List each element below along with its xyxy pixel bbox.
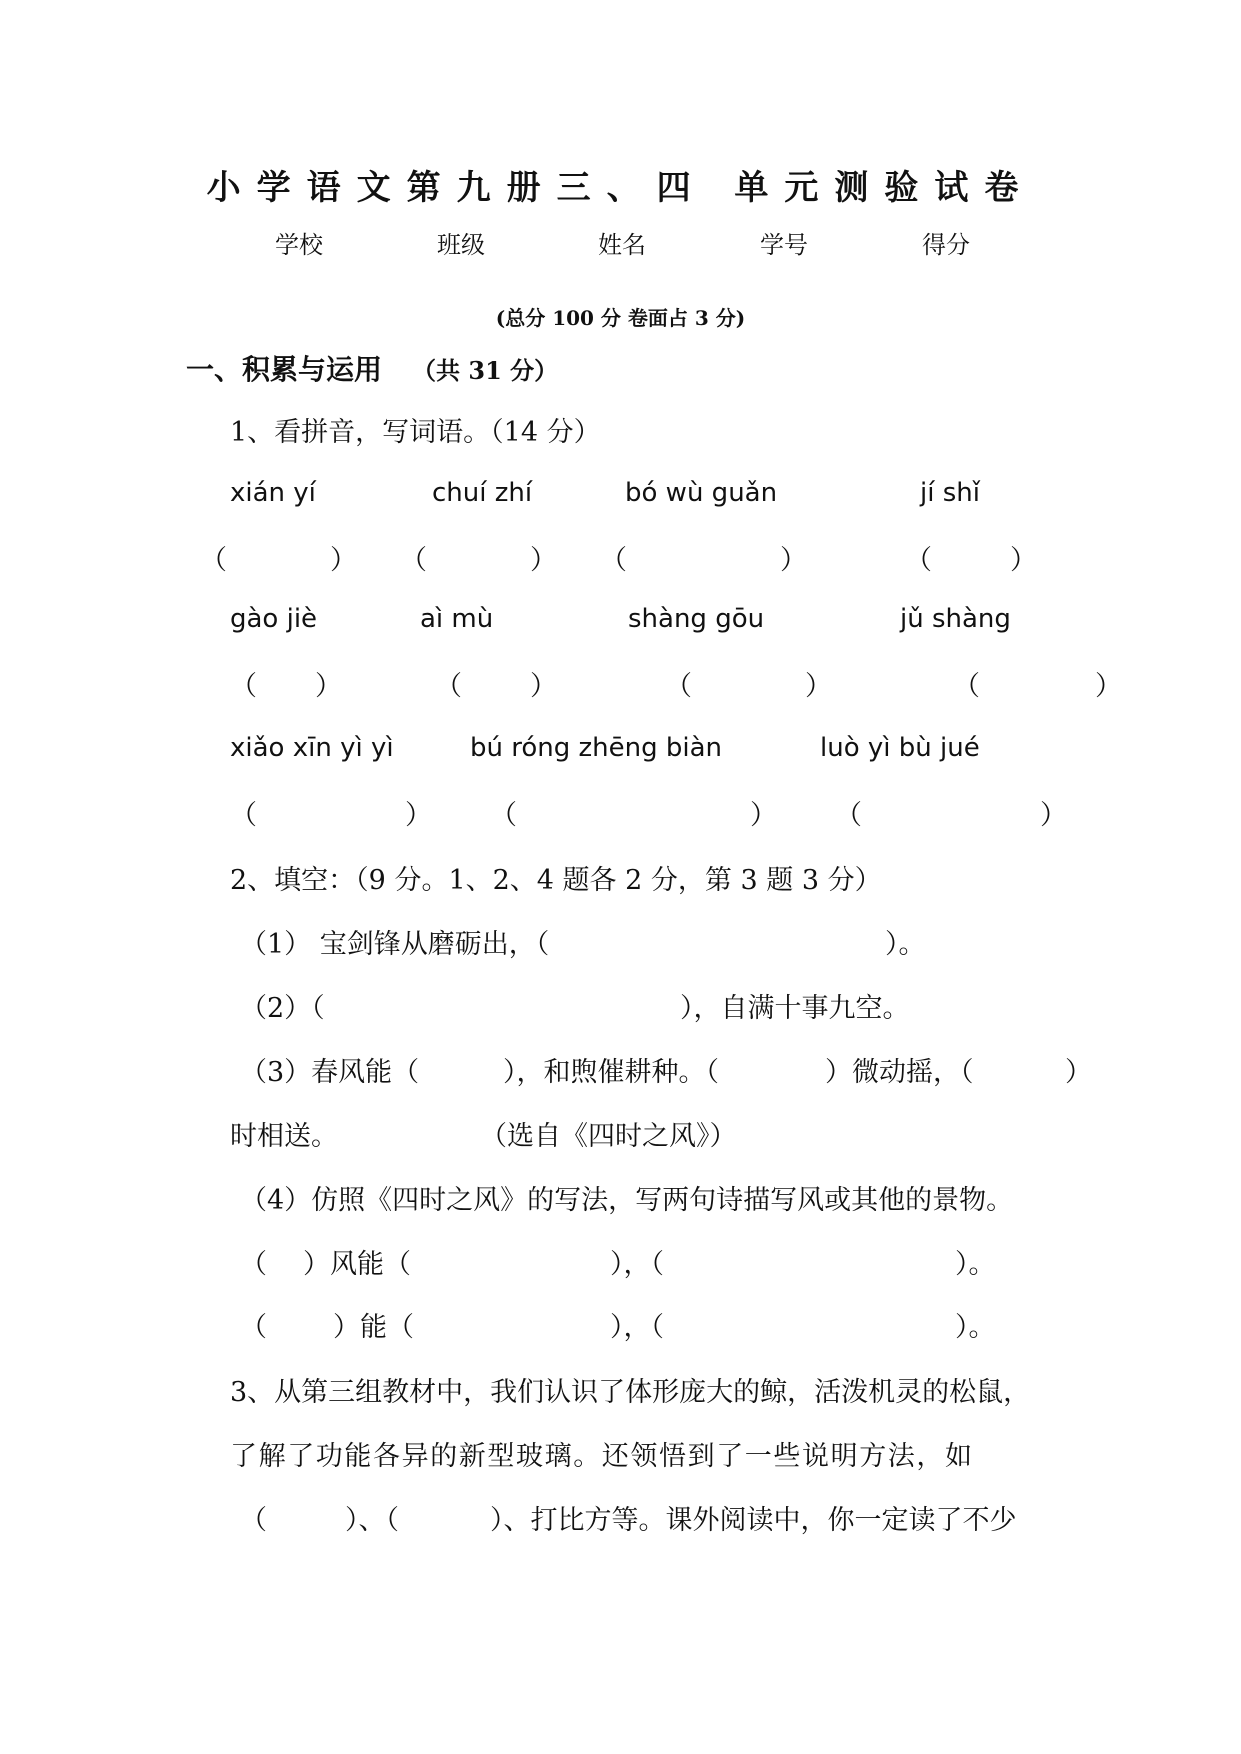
pinyin-word: bú róng zhēng biàn — [470, 733, 723, 763]
pinyin-word: jí shǐ — [920, 478, 980, 508]
section-heading — [186, 348, 558, 388]
q2-line-3-source: （选自《四时之风》） — [480, 1121, 737, 1152]
q3-line-3-c: ）、打比方等。课外阅读中，你一定读了不少 — [490, 1505, 1017, 1536]
q2-line-5-d: ）。 — [955, 1249, 996, 1280]
q2-line-6-d: ）。 — [955, 1312, 996, 1343]
q1-prompt: 1、看拼音，写词语。（14 分） — [230, 417, 601, 448]
answer-paren-open: （ — [953, 671, 980, 702]
pinyin-word: xiǎo xīn yì yì — [230, 733, 394, 763]
q2-line-1-end: ）。 — [885, 929, 926, 960]
answer-paren-open: （ — [490, 800, 517, 831]
answer-paren-close: ） — [1040, 800, 1067, 831]
pinyin-word: xián yí — [230, 478, 316, 508]
answer-paren-close: ） — [530, 671, 557, 702]
answer-paren-close: ） — [530, 545, 557, 576]
answer-paren-open: （ — [835, 800, 862, 831]
q2-line-3-a: （3）春风能（ — [240, 1057, 420, 1088]
q2-line-5-a: （ — [240, 1249, 267, 1280]
answer-paren-close: ） — [750, 800, 777, 831]
answer-paren-open: （ — [665, 671, 692, 702]
q2-line-6-a: （ — [240, 1312, 267, 1343]
student-id-label: 学号 — [760, 231, 808, 259]
q2-line-6-c: ），（ — [610, 1312, 664, 1343]
answer-paren-open: （ — [600, 545, 627, 576]
pinyin-word: bó wù guǎn — [625, 478, 778, 508]
q2-line-6-b: ）能（ — [333, 1312, 414, 1343]
name-label: 姓名 — [598, 231, 646, 259]
q2-line-4: （4）仿照《四时之风》的写法，写两句诗描写风或其他的景物。 — [240, 1185, 1014, 1216]
score-note: (总分 100 分 卷面占 3 分) — [495, 306, 746, 330]
answer-paren-open: （ — [230, 800, 257, 831]
pinyin-word: jǔ shàng — [900, 604, 1011, 634]
answer-paren-open: （ — [435, 671, 462, 702]
answer-paren-close: ） — [330, 545, 357, 576]
q2-line-3-c: ）微动摇，（ — [825, 1057, 974, 1088]
q3-line-3-b: ）、（ — [345, 1505, 399, 1536]
page-title: 小学语文第九册三、四 单元测验试卷 — [206, 168, 1035, 208]
q2-line-3-b: ），和煦催耕种。（ — [503, 1057, 719, 1088]
pinyin-word: gào jiè — [230, 604, 318, 634]
school-label: 学校 — [275, 231, 323, 259]
answer-paren-close: ） — [780, 545, 807, 576]
q2-line-5-b: ）风能（ — [303, 1249, 411, 1280]
pinyin-word: aì mù — [420, 604, 494, 634]
answer-paren-close: ） — [805, 671, 832, 702]
q3-line-2: 了解了功能各异的新型玻璃。还领悟到了一些说明方法，如 — [230, 1441, 974, 1472]
answer-paren-close: ） — [1095, 671, 1122, 702]
q3-line-3-a: （ — [240, 1505, 267, 1536]
pinyin-word: shàng gōu — [628, 604, 765, 634]
q2-line-5-c: ），（ — [610, 1249, 664, 1280]
q2-line-1-start: （1） 宝剑锋从磨砺出，（ — [240, 929, 550, 960]
answer-paren-open: （ — [230, 671, 257, 702]
section-points: （共 31 分） — [412, 356, 559, 385]
answer-paren-close: ） — [405, 800, 432, 831]
answer-paren-open: （ — [200, 545, 227, 576]
answer-paren-close: ） — [1010, 545, 1037, 576]
pinyin-word: luò yì bù jué — [820, 733, 980, 763]
q2-prompt: 2、填空：（9 分。1、2、4 题各 2 分，第 3 题 3 分） — [230, 865, 882, 896]
section-title: 一、积累与运用 — [186, 353, 383, 386]
q2-line-2-start: （2）（ — [240, 993, 325, 1024]
answer-paren-open: （ — [905, 545, 932, 576]
class-label: 班级 — [437, 231, 485, 259]
answer-paren-open: （ — [400, 545, 427, 576]
pinyin-word: chuí zhí — [432, 478, 533, 508]
q3-line-1: 3、从第三组教材中，我们认识了体形庞大的鲸，活泼机灵的松鼠， — [230, 1377, 1031, 1408]
q2-line-2-end: ），自满十事九空。 — [680, 993, 910, 1024]
q2-line-3-e: 时相送。 — [230, 1121, 338, 1152]
q2-line-3-d: ） — [1065, 1057, 1092, 1088]
score-label: 得分 — [922, 231, 970, 259]
answer-paren-close: ） — [315, 671, 342, 702]
